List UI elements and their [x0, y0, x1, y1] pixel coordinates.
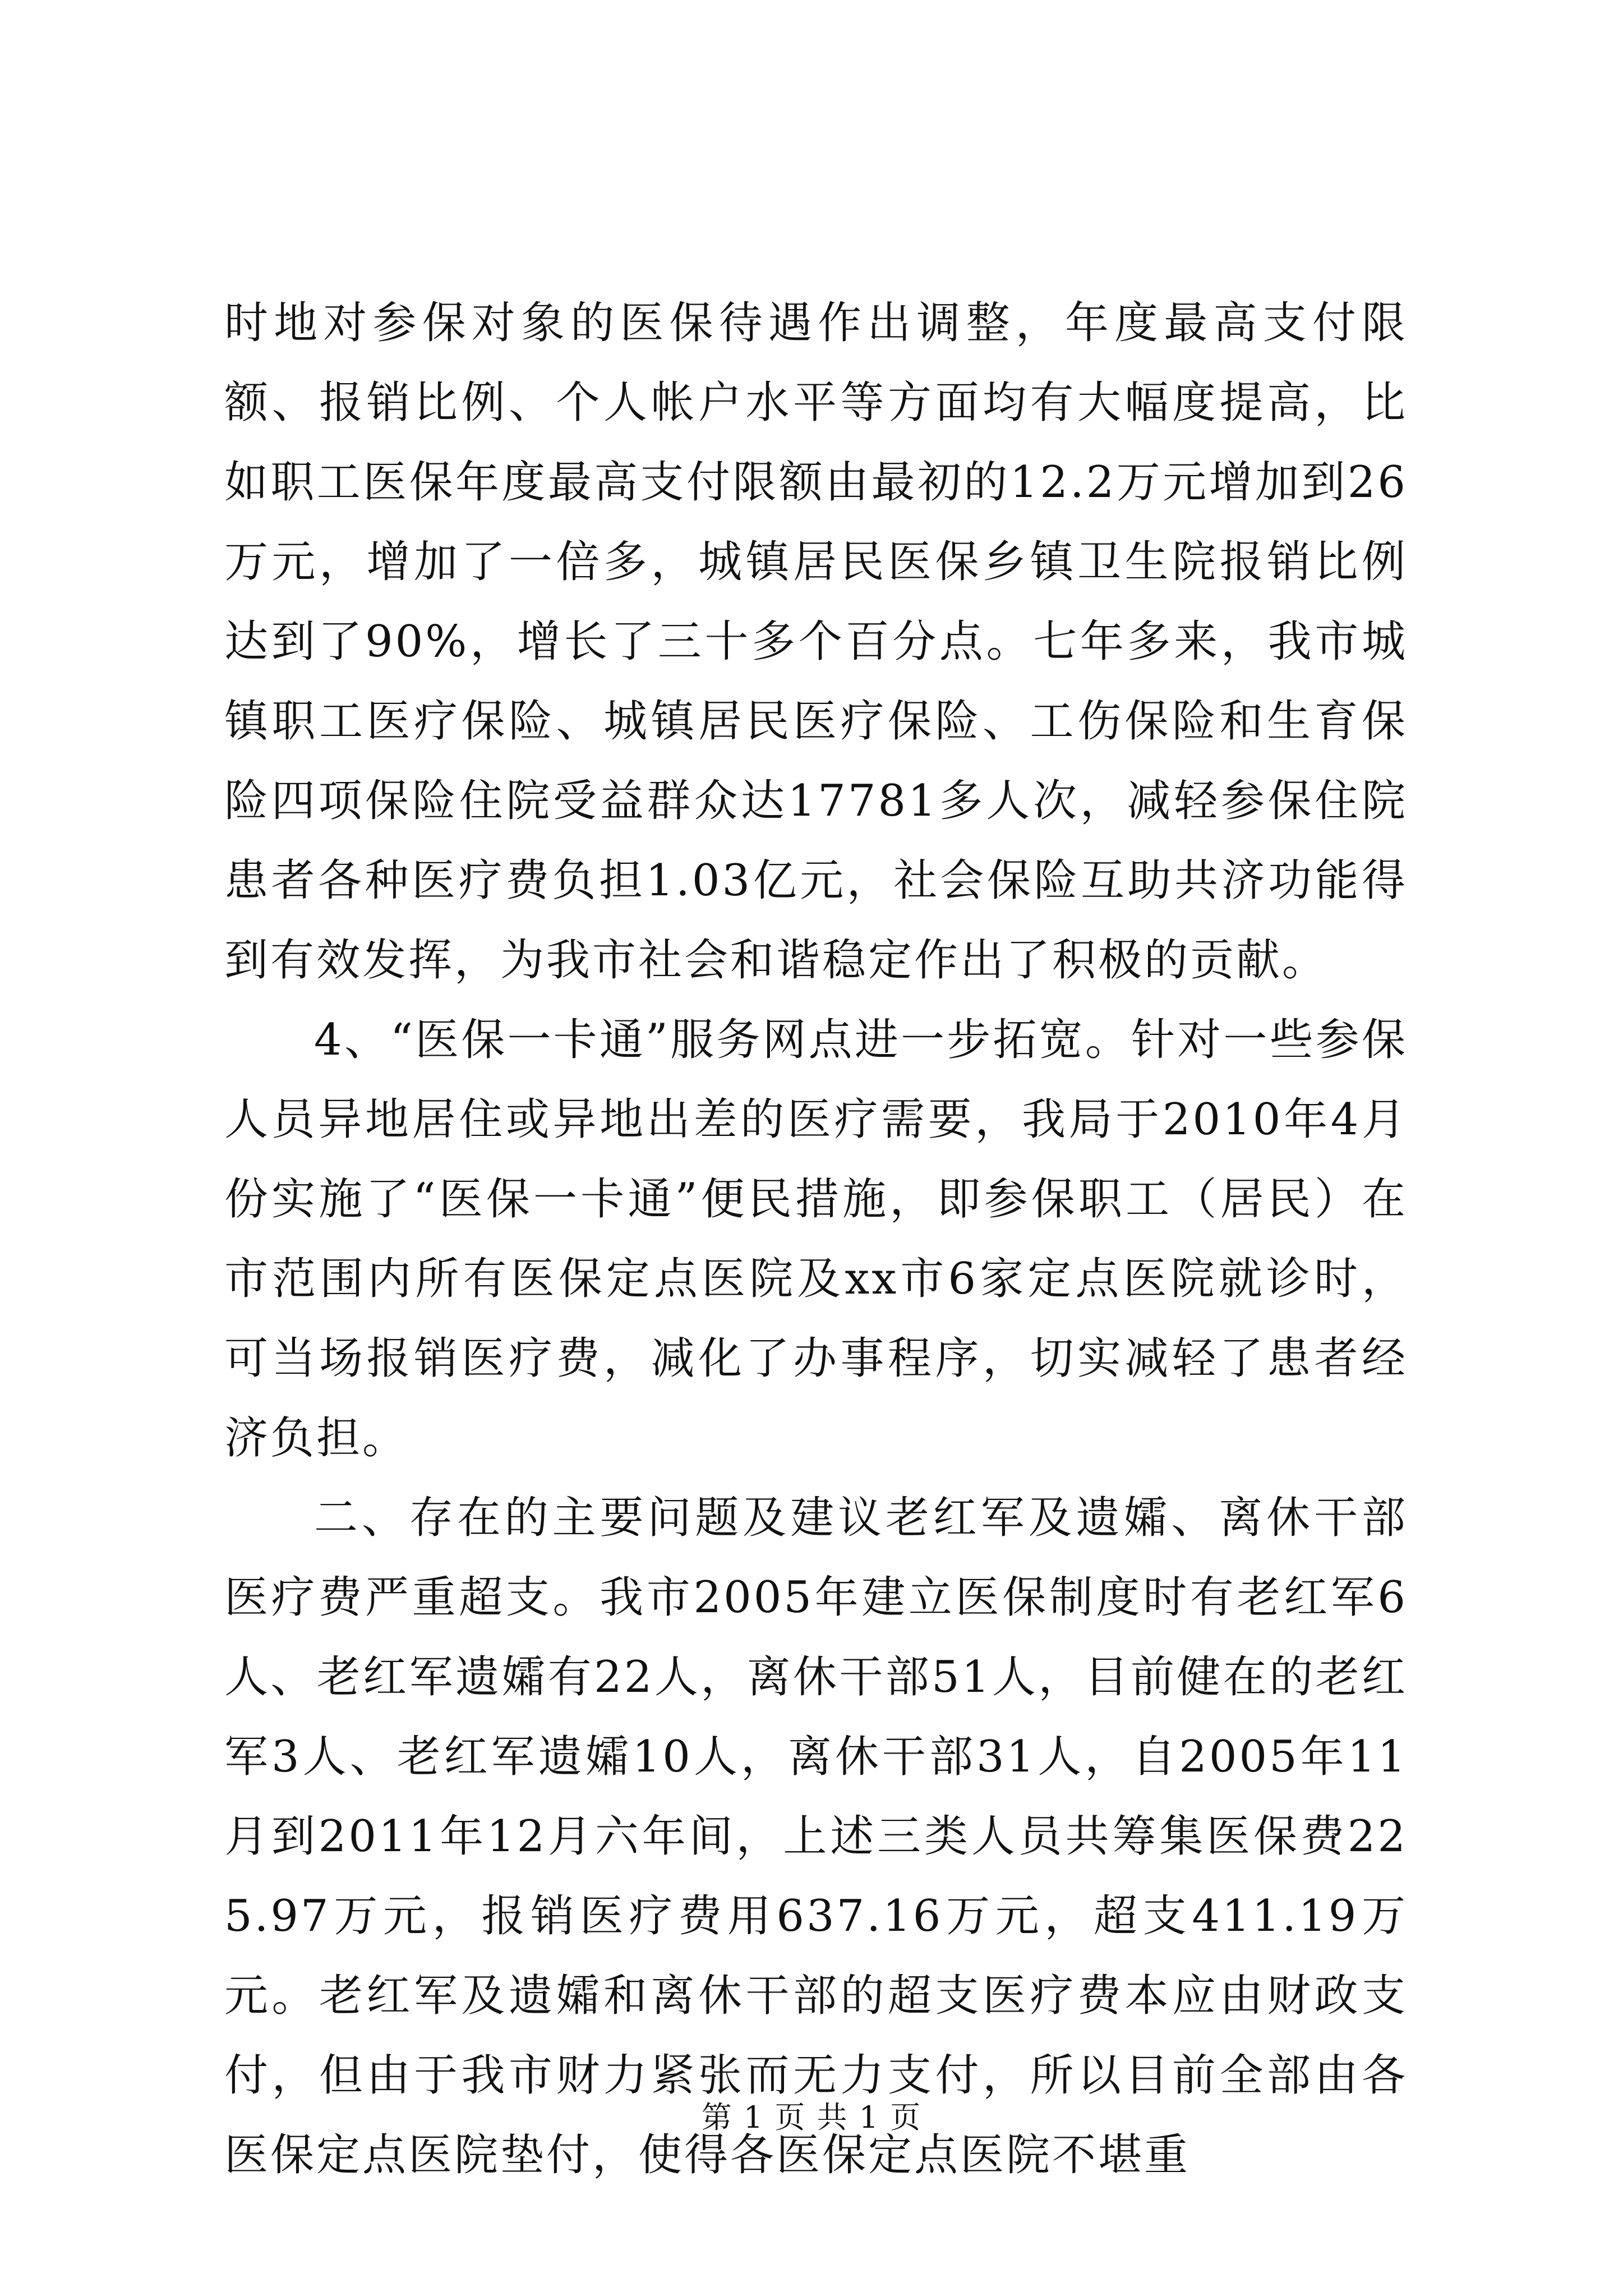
paragraph-2: 4、“医保一卡通”服务网点进一步拓宽。针对一些参保人员异地居住或异地出差的医疗需要，我局于2010年4月份实施了“医保一卡通”便民措施，即参保职工（居民）在市范围内所有医保定点医院及xx市6家定点医院就诊时，可当场报销医疗费，减化了办事程序，切实减轻了患者经济负担。 — [224, 1015, 1408, 1464]
paragraph-1: 时地对参保对象的医保待遇作出调整，年度最高支付限额、报销比例、个人帐户水平等方面均有大幅度提高，比如职工医保年度最高支付限额由最初的12.2万元增加到26万元，增加了一倍多，城镇居民医保乡镇卫生院报销比例达到了90%，增长了三十多个百分点。七年多来，我市城镇职工医疗保险、城镇居民医疗保险、工伤保险和生育保险四项保险住院受益群众达17781多人次，减轻参保住院患者各种医疗费负担1.03亿元，社会保险互助共济功能得到有效发挥，为我市社会和谐稳定作出了积极的贡献。 — [224, 298, 1408, 986]
page-footer: 第 1 页 共 1 页 — [701, 2100, 922, 2135]
body-text — [224, 283, 1408, 2195]
paragraph-3: 二、存在的主要问题及建议老红军及遗孀、离休干部医疗费严重超支。我市2005年建立医保制度时有老红军6人、老红军遗孀有22人，离休干部51人，目前健在的老红军3人、老红军遗孀10人，离休干部31人，自2005年11月到2011年12月六年间，上述三类人员共筹集医保费225.97万元，报销医疗费用637.16万元，超支411.19万元。老红军及遗孀和离休干部的超支医疗费本应由财政支付，但由于我市财力紧张而无力支付，所以目前全部由各医保定点医院垫付，使得各医保定点医院不堪重 — [224, 1493, 1408, 2180]
